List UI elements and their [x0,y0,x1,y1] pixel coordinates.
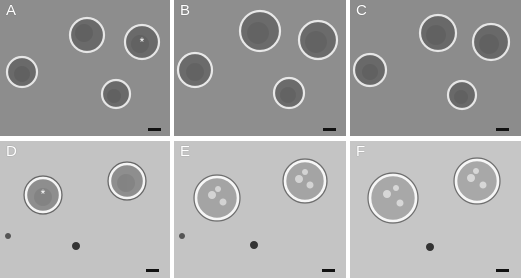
scale-bar [322,269,335,272]
panel-label: C [356,2,367,19]
svg-text:*: * [40,187,46,201]
scale-bar [148,128,161,131]
scale-bar [146,269,159,272]
panel-b-image [174,0,346,136]
panel-label: D [6,143,17,160]
svg-text:*: * [139,35,145,49]
panel-f [350,141,521,278]
panel-f-image [350,141,521,278]
scale-bar [323,128,336,131]
panel-label: B [180,2,191,19]
panel-b [174,0,346,136]
panel-label: F [356,143,366,160]
panel-label: E [180,143,191,160]
panel-d-image [0,141,170,278]
panel-e [174,141,346,278]
panel-e-image [174,141,346,278]
panel-c [350,0,521,136]
scale-bar [496,128,509,131]
panel-label: A [6,2,17,19]
panel-d [0,141,170,278]
panel-c-image [350,0,521,136]
panel-a-image [0,0,170,136]
scale-bar [496,269,509,272]
panel-a [0,0,170,136]
